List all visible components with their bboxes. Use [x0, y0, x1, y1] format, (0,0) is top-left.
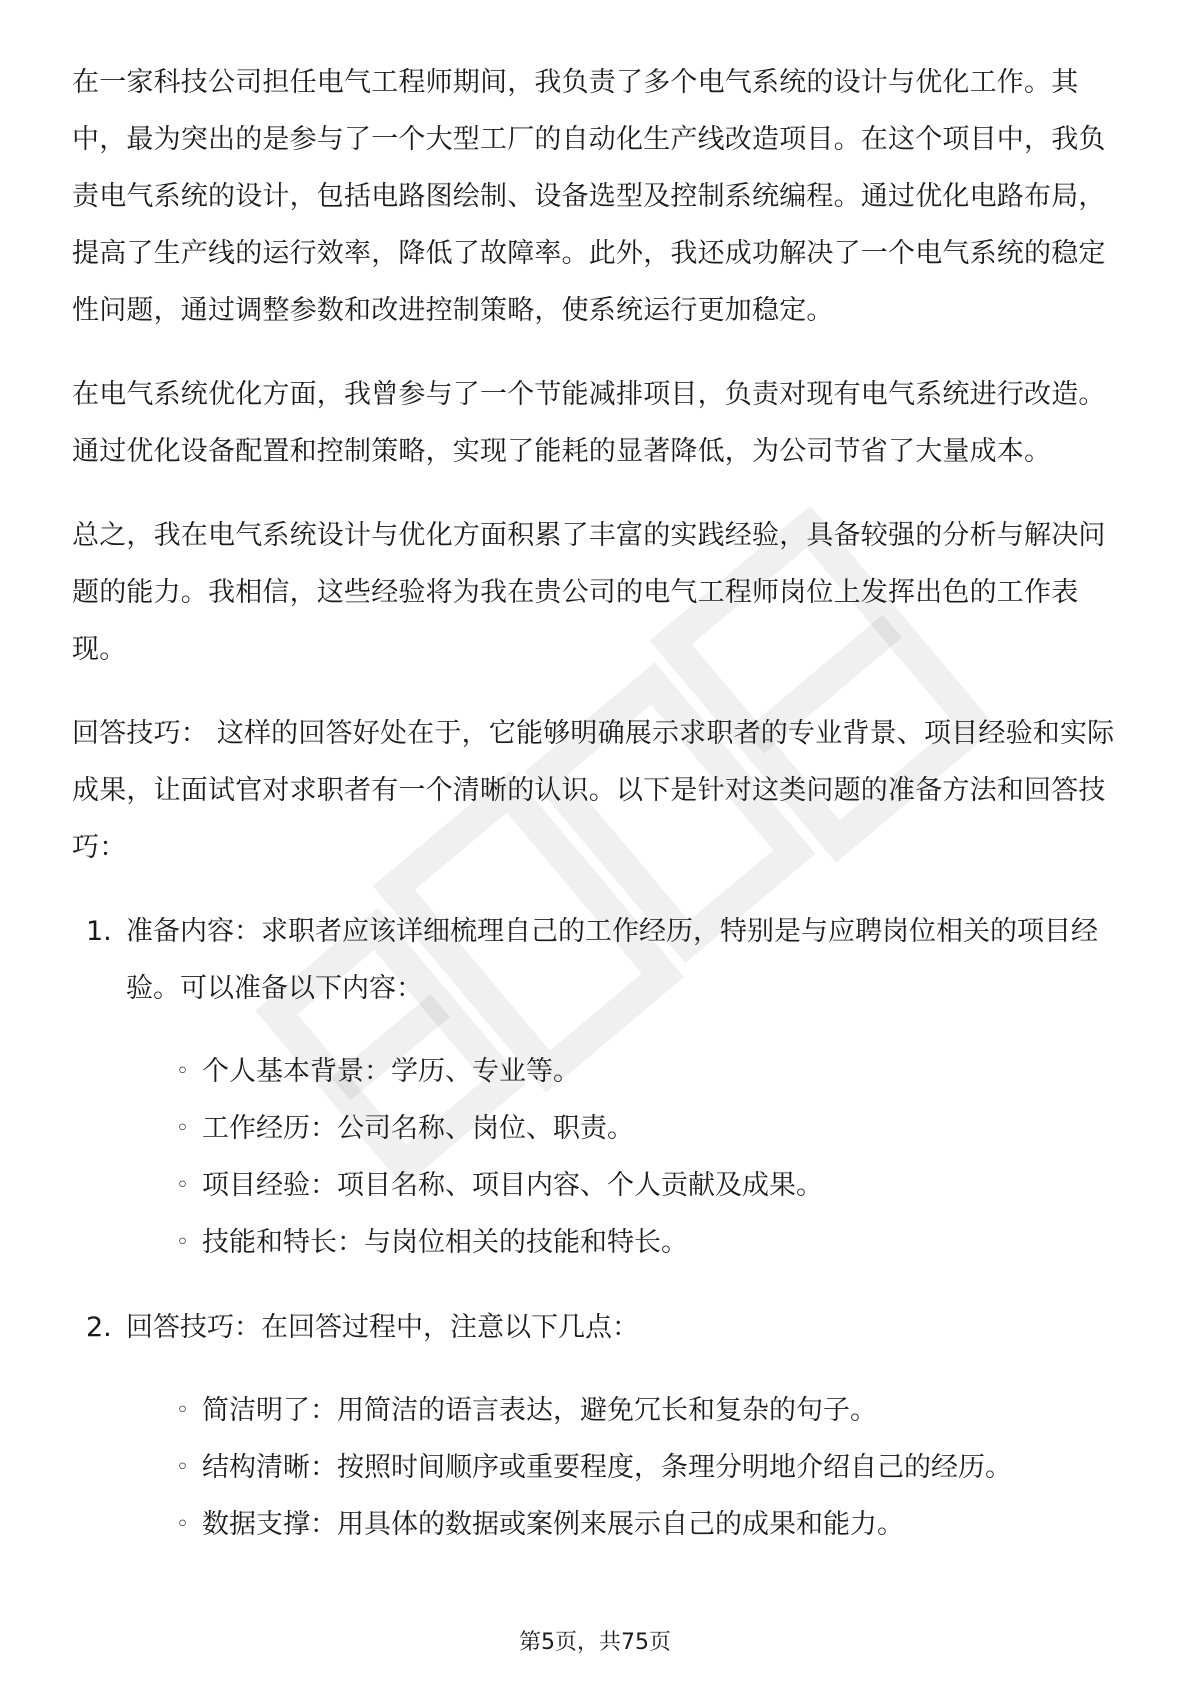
sub-list-item: [176, 1157, 1122, 1214]
list-item: [72, 903, 1122, 1271]
list-item-text: 回答技巧：在回答过程中，注意以下几点：: [126, 1312, 639, 1343]
sub-list: [176, 1382, 1122, 1553]
sub-list-item-text: 数据支撑：用具体的数据或案例来展示自己的成果和能力。: [202, 1509, 904, 1540]
sub-list-item: [176, 1043, 1122, 1100]
paragraph-tips: 回答技巧： 这样的回答好处在于，它能够明确展示求职者的专业背景、项目经验和实际成果，让面试官对求职者有一个清晰的认识。以下是针对这类问题的准备方法和回答技巧：: [72, 718, 1115, 863]
sub-list-item: [176, 1439, 1122, 1496]
paragraph: 在电气系统优化方面，我曾参与了一个节能减排项目，负责对现有电气系统进行改造。通过优化设备配置和控制策略，实现了能耗的显著降低，为公司节省了大量成本。: [72, 379, 1106, 467]
sub-list-item: [176, 1214, 1122, 1271]
page-footer: 第5页，共75页: [519, 1630, 671, 1655]
sub-list-item-text: 工作经历：公司名称、岗位、职责。: [202, 1113, 634, 1144]
bullet-icon: ◦: [176, 1173, 189, 1198]
bullet-icon: ◦: [176, 1398, 189, 1423]
sub-list-item: [176, 1100, 1122, 1157]
bullet-icon: ◦: [176, 1230, 189, 1255]
list-number: 2.: [86, 1312, 112, 1343]
sub-list-item-text: 技能和特长：与岗位相关的技能和特长。: [202, 1227, 688, 1258]
bullet-icon: ◦: [176, 1059, 189, 1084]
sub-list-item: [176, 1496, 1122, 1553]
sub-list-item: [176, 1382, 1122, 1439]
list-number: 1.: [86, 916, 112, 947]
sub-list-item-text: 结构清晰：按照时间顺序或重要程度，条理分明地介绍自己的经历。: [202, 1452, 1012, 1483]
bullet-icon: ◦: [176, 1455, 189, 1480]
sub-list-item-text: 简洁明了：用简洁的语言表达，避免冗长和复杂的句子。: [202, 1395, 877, 1426]
bullet-icon: ◦: [176, 1512, 189, 1537]
document-body: [72, 54, 1122, 1581]
bullet-icon: ◦: [176, 1116, 189, 1141]
paragraph: 在一家科技公司担任电气工程师期间，我负责了多个电气系统的设计与优化工作。其中，最为突出的是参与了一个大型工厂的自动化生产线改造项目。在这个项目中，我负责电气系统的设计，包括电路图绘制、设备选型及控制系统编程。通过优化电路布局，提高了生产线的运行效率，降低了故障率。此外，我还成功解决了一个电气系统的稳定性问题，通过调整参数和改进控制策略，使系统运行更加稳定。: [72, 67, 1106, 326]
sub-list: [176, 1043, 1122, 1271]
list-item: [72, 1299, 1122, 1553]
list-item-text: 准备内容：求职者应该详细梳理自己的工作经历，特别是与应聘岗位相关的项目经验。可以准备以下内容：: [126, 916, 1098, 1004]
sub-list-item-text: 项目经验：项目名称、项目内容、个人贡献及成果。: [202, 1170, 823, 1201]
sub-list-item-text: 个人基本背景：学历、专业等。: [202, 1056, 580, 1087]
numbered-list: [72, 903, 1122, 1553]
paragraph: 总之，我在电气系统设计与优化方面积累了丰富的实践经验，具备较强的分析与解决问题的能力。我相信，这些经验将为我在贵公司的电气工程师岗位上发挥出色的工作表现。: [72, 520, 1106, 665]
